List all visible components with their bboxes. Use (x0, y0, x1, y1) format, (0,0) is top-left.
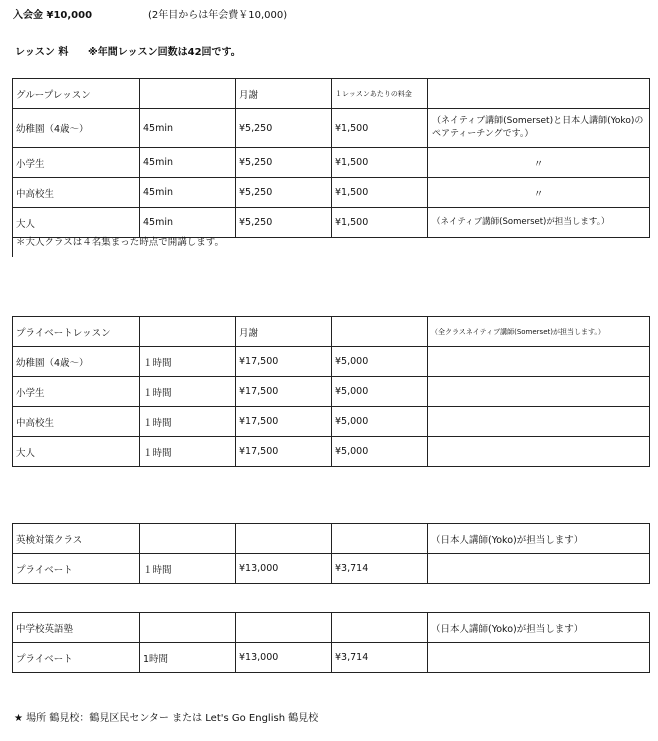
class-name: 中高校生 (13, 407, 140, 437)
per-lesson-fee-header: １レッスンあたりの料金 (332, 79, 428, 109)
table-cell (428, 643, 650, 673)
duration: １時間 (140, 407, 236, 437)
table-row (13, 208, 650, 238)
duration: 1時間 (140, 643, 236, 673)
per-lesson-fee: ¥5,000 (332, 407, 428, 437)
monthly-fee-header: 月謝 (236, 317, 332, 347)
monthly-fee: ¥17,500 (236, 407, 332, 437)
table-cell (428, 79, 650, 109)
monthly-fee: ¥5,250 (236, 178, 332, 208)
monthly-fee: ¥13,000 (236, 643, 332, 673)
per-lesson-fee: ¥1,500 (332, 178, 428, 208)
teacher-note: 〃 (428, 148, 650, 178)
per-lesson-fee: ¥1,500 (332, 148, 428, 178)
duration: １時間 (140, 377, 236, 407)
class-name: 中高校生 (13, 178, 140, 208)
table-row (13, 407, 650, 437)
private-lesson-table (12, 316, 650, 467)
table-cell (140, 524, 236, 554)
class-name: 小学生 (13, 148, 140, 178)
table-row (13, 377, 650, 407)
duration: 45min (140, 109, 236, 148)
per-lesson-fee: ¥5,000 (332, 347, 428, 377)
table-header-row (13, 317, 650, 347)
table-cell (236, 524, 332, 554)
per-lesson-fee: ¥1,500 (332, 109, 428, 148)
class-name: プライベート (13, 554, 140, 584)
monthly-fee: ¥5,250 (236, 109, 332, 148)
table-cell (332, 524, 428, 554)
eiken-class-table (12, 523, 650, 584)
table-row (13, 347, 650, 377)
duration: 45min (140, 208, 236, 238)
monthly-fee-header: 月謝 (236, 79, 332, 109)
table-row (13, 437, 650, 467)
per-lesson-fee: ¥1,500 (332, 208, 428, 238)
table-row (13, 643, 650, 673)
table-row (13, 178, 650, 208)
monthly-fee: ¥5,250 (236, 148, 332, 178)
table-cell (236, 613, 332, 643)
class-name: 小学生 (13, 377, 140, 407)
teacher-note: （全クラスネイティブ講師(Somerset)が担当します。） (428, 317, 650, 347)
per-lesson-fee: ¥5,000 (332, 437, 428, 467)
table-cell (428, 377, 650, 407)
table-cell (332, 317, 428, 347)
entry-fee: 入会金 ¥10,000 (13, 10, 93, 21)
monthly-fee: ¥17,500 (236, 437, 332, 467)
group-header-label: グループレッスン (13, 79, 140, 109)
per-lesson-fee: ¥3,714 (332, 643, 428, 673)
teacher-note: 〃 (428, 178, 650, 208)
monthly-fee: ¥17,500 (236, 377, 332, 407)
class-name: 幼稚園（4歳～） (13, 347, 140, 377)
eiken-header-label: 英検対策クラス (13, 524, 140, 554)
juku-header-label: 中学校英語塾 (13, 613, 140, 643)
duration: １時間 (140, 554, 236, 584)
teacher-note: （ネイティブ講師(Somerset)と日本人講師(Yoko)のペアティーチングです。） (428, 109, 650, 148)
table-cell (332, 613, 428, 643)
entry-fee-note: (2年目からは年会費￥10,000) (148, 10, 288, 21)
table-cell (428, 437, 650, 467)
table-row (13, 109, 650, 148)
monthly-fee: ¥17,500 (236, 347, 332, 377)
duration: 45min (140, 148, 236, 178)
location-info: ★ 場所 鶴見校：鶴見区民センター または Let's Go English 鶴見校 (14, 713, 319, 724)
duration: １時間 (140, 437, 236, 467)
table-cell (428, 554, 650, 584)
lesson-count-note: ※年間レッスン回数は42回です。 (88, 47, 241, 58)
table-cell (140, 79, 236, 109)
table-header-row (13, 613, 650, 643)
table-cell (140, 317, 236, 347)
class-name: 幼稚園（4歳～） (13, 109, 140, 148)
monthly-fee: ¥13,000 (236, 554, 332, 584)
class-name: 大人 (13, 437, 140, 467)
monthly-fee: ¥5,250 (236, 208, 332, 238)
table-cell (428, 347, 650, 377)
private-header-label: プライベートレッスン (13, 317, 140, 347)
class-name: プライベート (13, 643, 140, 673)
class-name: 大人 (13, 208, 140, 238)
table-row (13, 148, 650, 178)
lesson-fee-title: レッスン 料 (15, 47, 69, 58)
teacher-note: （日本人講師(Yoko)が担当します） (428, 524, 650, 554)
table-header-row (13, 79, 650, 109)
juku-class-table (12, 612, 650, 673)
table-cell (140, 613, 236, 643)
group-lesson-table (12, 78, 650, 238)
adult-class-footnote: ＊大人クラスは４名集まった時点で開講します。 (16, 237, 224, 248)
teacher-note: （ネイティブ講師(Somerset)が担当します。） (428, 208, 650, 238)
table-row (13, 554, 650, 584)
footnote-border (12, 227, 13, 257)
table-cell (428, 407, 650, 437)
table-header-row (13, 524, 650, 554)
per-lesson-fee: ¥3,714 (332, 554, 428, 584)
per-lesson-fee: ¥5,000 (332, 377, 428, 407)
duration: 45min (140, 178, 236, 208)
duration: １時間 (140, 347, 236, 377)
teacher-note: （日本人講師(Yoko)が担当します） (428, 613, 650, 643)
